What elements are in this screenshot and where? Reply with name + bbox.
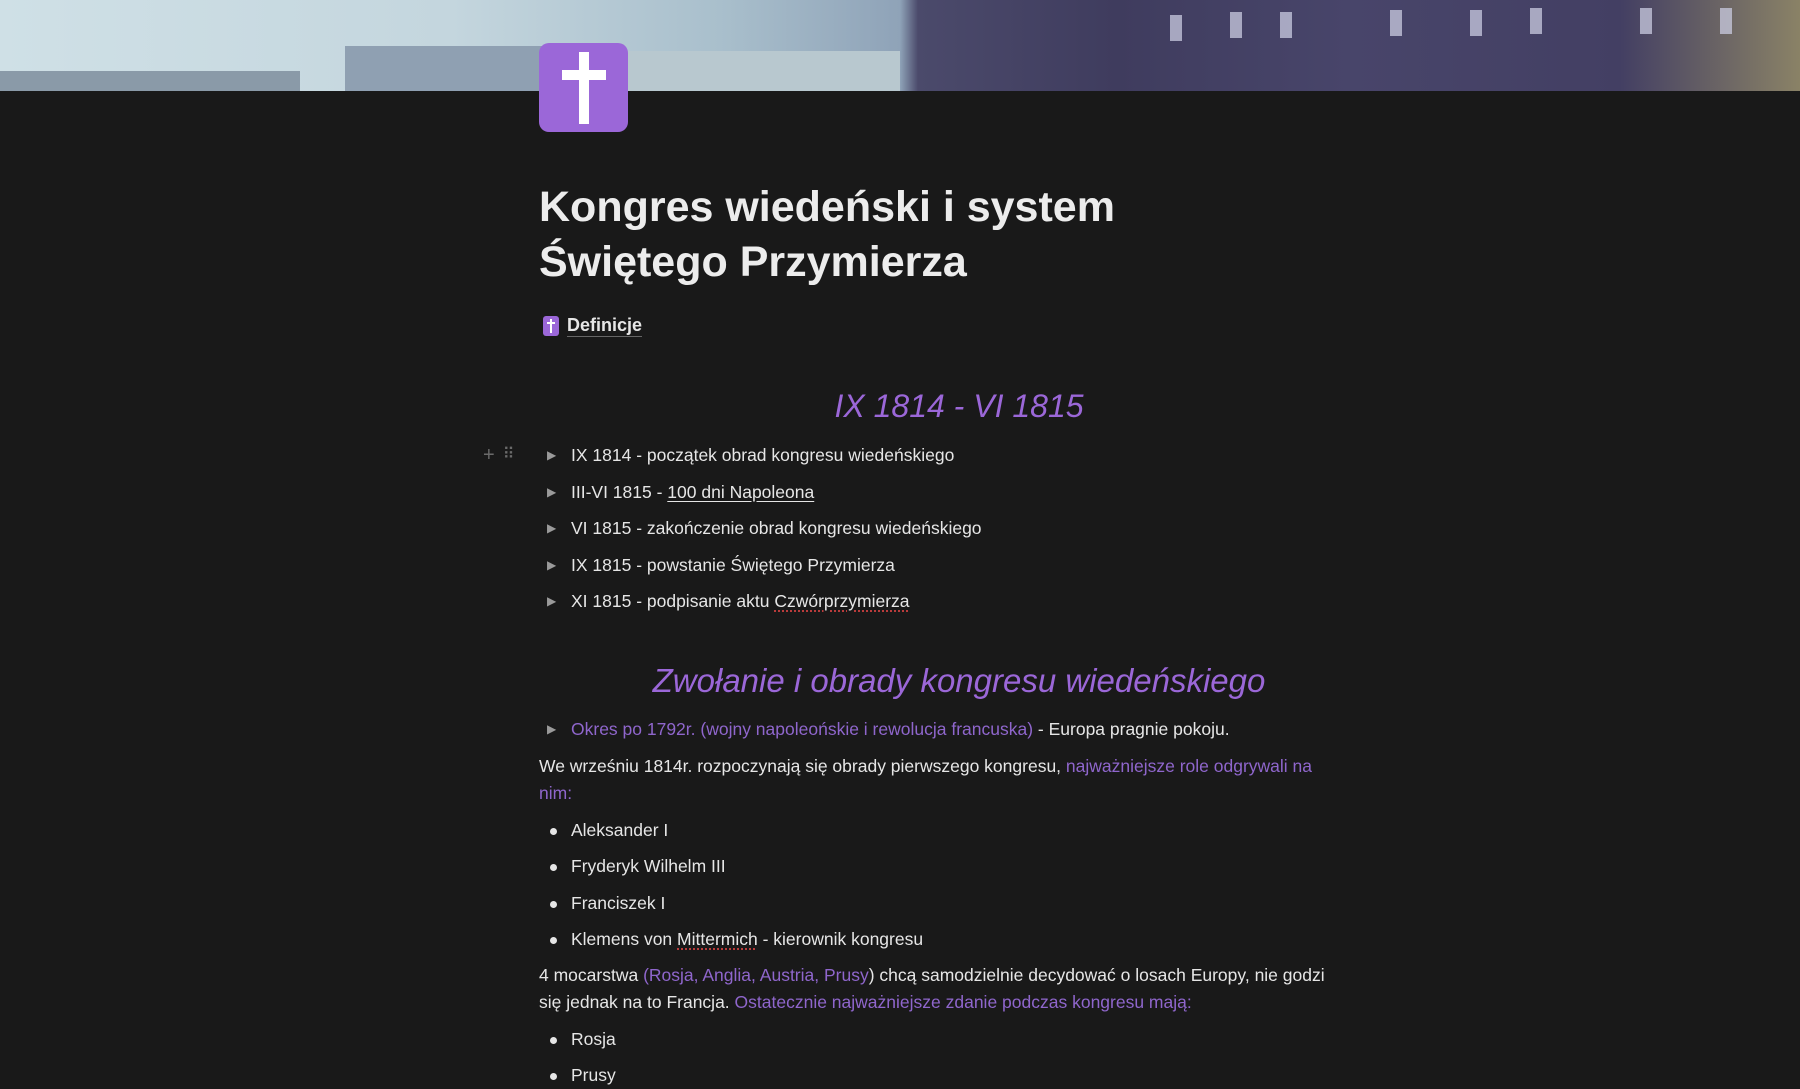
toggle-arrow-icon[interactable]: ▶ — [547, 448, 557, 462]
bullet-icon — [550, 1037, 557, 1044]
section-heading-dates: IX 1814 - VI 1815 — [834, 388, 1084, 424]
bullet-icon — [550, 1073, 557, 1080]
toggle-text: XI 1815 - podpisanie aktu — [571, 591, 775, 611]
toggle-arrow-icon[interactable]: ▶ — [547, 521, 557, 535]
bullet-text: Aleksander I — [571, 820, 669, 840]
misspelled-word[interactable]: Czwórprzymierza — [774, 591, 910, 611]
bullet-icon — [550, 828, 557, 835]
toggle-item[interactable] — [539, 716, 1371, 743]
toggle-item[interactable] — [539, 442, 1371, 469]
toggle-arrow-icon[interactable]: ▶ — [547, 558, 557, 572]
bullet-icon — [550, 937, 557, 944]
toggle-text: - Europa pragnie pokoju. — [1033, 719, 1230, 739]
paragraph[interactable] — [539, 753, 1339, 807]
text-purple: (Rosja, Anglia, Austria, Prusy — [643, 965, 869, 985]
toggle-item[interactable] — [539, 479, 1371, 506]
bullet-text: Rosja — [571, 1029, 616, 1049]
bullet-item[interactable] — [539, 926, 1371, 953]
bullet-text: Klemens von — [571, 929, 678, 949]
block-handles[interactable] — [483, 444, 512, 467]
misspelled-word[interactable]: Mittermich — [677, 929, 758, 949]
bullet-text: - kierownik kongresu — [757, 929, 924, 949]
cross-icon — [559, 50, 609, 126]
toggle-text: IX 1815 - powstanie Świętego Przymierza — [571, 555, 895, 575]
text-purple: najważniejsze role odgrywali na nim: — [539, 756, 1313, 803]
toggle-item[interactable] — [539, 552, 1371, 579]
text: ) chcą samodzielnie decydować o losach Europy, nie godzi się jednak na to Francja. — [539, 965, 1325, 1012]
add-block-icon[interactable]: + — [483, 444, 495, 466]
bullet-icon — [550, 901, 557, 908]
bullet-item[interactable] — [539, 1062, 1371, 1089]
page-link-label: Definicje — [567, 315, 643, 335]
bullet-item[interactable] — [539, 817, 1371, 844]
toggle-arrow-icon[interactable]: ▶ — [547, 594, 557, 608]
bullet-text: Fryderyk Wilhelm III — [571, 856, 726, 876]
drag-handle-icon[interactable]: ⠿ — [502, 446, 513, 463]
cover-image[interactable] — [0, 0, 1800, 91]
bullet-text: Franciszek I — [571, 893, 666, 913]
text: 4 mocarstwa — [539, 965, 644, 985]
text: We wrześniu 1814r. rozpoczynają się obrady pierwszego kongresu, — [539, 756, 1066, 776]
toggle-arrow-icon[interactable]: ▶ — [547, 485, 557, 499]
cross-icon — [543, 316, 559, 336]
toggle-item[interactable] — [539, 515, 1371, 542]
link-100-dni[interactable]: 100 dni Napoleona — [667, 482, 815, 502]
toggle-text: III-VI 1815 - — [571, 482, 668, 502]
toggle-text: VI 1815 - zakończenie obrad kongresu wiedeńskiego — [571, 518, 982, 538]
paragraph[interactable] — [539, 962, 1339, 1016]
page-icon[interactable] — [539, 43, 628, 132]
toggle-arrow-icon[interactable]: ▶ — [547, 722, 557, 736]
bullet-item[interactable] — [539, 1026, 1371, 1053]
bullet-item[interactable] — [539, 890, 1371, 917]
toggle-text-purple: Okres po 1792r. (wojny napoleońskie i rewolucja francuska) — [571, 719, 1034, 739]
section-heading-congress: Zwołanie i obrady kongresu wiedeńskiego — [652, 662, 1266, 699]
page-title[interactable]: Kongres wiedeński i system Świętego Przymierza — [539, 183, 1115, 286]
page-link-definicje[interactable] — [543, 315, 642, 337]
toggle-text: IX 1814 - początek obrad kongresu wiedeńskiego — [571, 445, 955, 465]
bullet-text: Prusy — [571, 1065, 616, 1085]
toggle-item[interactable] — [539, 588, 1371, 615]
text-purple: Ostatecznie najważniejsze zdanie podczas kongresu mają: — [734, 992, 1192, 1012]
bullet-item[interactable] — [539, 853, 1371, 880]
bullet-icon — [550, 864, 557, 871]
